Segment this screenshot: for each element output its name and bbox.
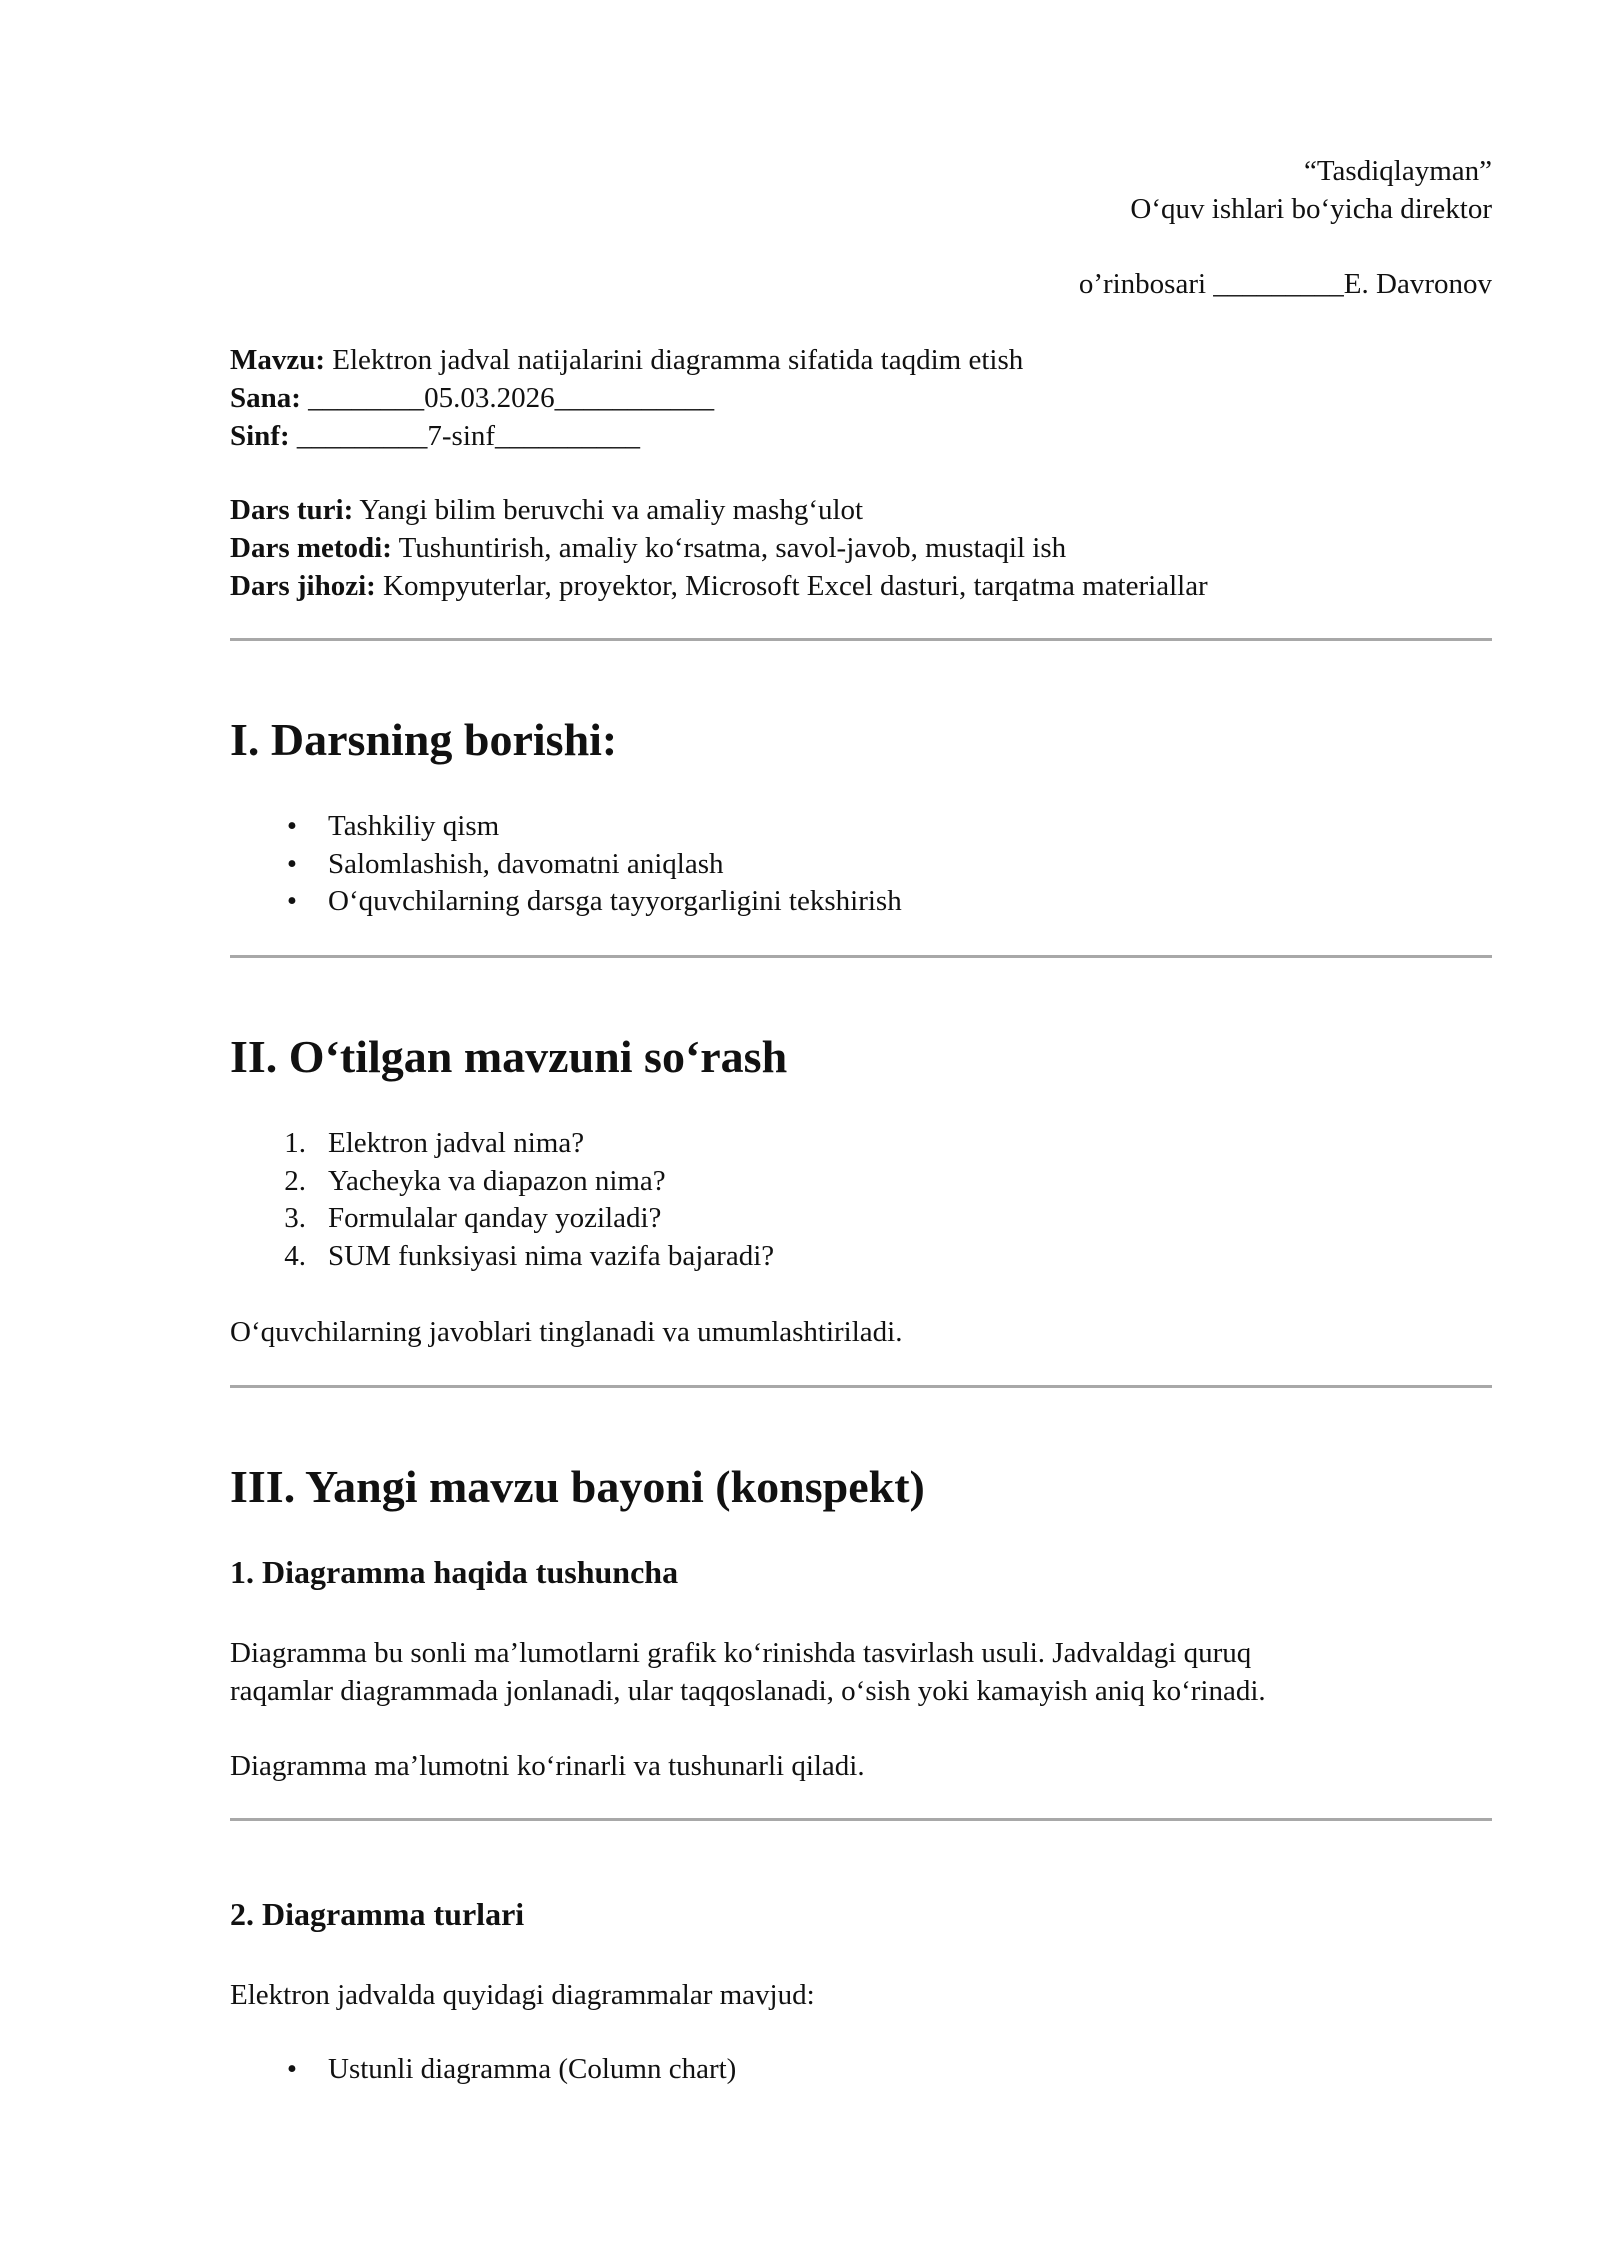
subsection-2-intro: Elektron jadvalda quyidagi diagrammalar mavjud: [230, 1979, 815, 2011]
equipment-line [230, 567, 1208, 605]
list-item: • O‘quvchilarning darsga tayyorgarligini tekshirish [230, 883, 902, 921]
section-3-title: III. Yangi mavzu bayoni (konspekt) [230, 1461, 925, 1512]
date-value: ________05.03.2026___________ [300, 382, 715, 414]
number-marker: 2. [284, 1164, 306, 1197]
topic-value: Elektron jadval natijalarini diagramma sifatida taqdim etish [325, 344, 1024, 376]
approval-block [1079, 152, 1492, 303]
bullet-marker: • [286, 810, 298, 842]
divider [230, 1385, 1492, 1388]
number-marker: 1. [284, 1127, 306, 1159]
list-item: • Ustunli diagramma (Column chart) [230, 2051, 736, 2089]
divider [230, 1818, 1492, 1821]
approval-position: O‘quv ishlari bo‘yicha direktor [1130, 193, 1492, 225]
subsection-1-summary: Diagramma ma’lumotni ko‘rinarli va tushunarli qiladi. [230, 1750, 865, 1782]
subsection-1-title: 1. Diagramma haqida tushuncha [230, 1554, 679, 1590]
approval-title: “Tasdiqlayman” [1303, 155, 1492, 187]
chart-types-list [230, 2051, 736, 2089]
type-line [230, 491, 1208, 529]
list-item: 3. Formulalar qanday yoziladi? [230, 1200, 774, 1238]
bullet-marker: • [286, 2053, 298, 2085]
topic-label: Mavzu: [230, 344, 326, 376]
equipment-label: Dars jihozi: [230, 570, 376, 602]
section-2-list [230, 1125, 774, 1275]
method-value: Tushuntirish, amaliy ko‘rsatma, savol-javob, mustaqil ish [391, 532, 1067, 564]
section-1-title: I. Darsning borishi: [230, 714, 618, 765]
subsection-2-title: 2. Diagramma turlari [230, 1896, 525, 1932]
type-label: Dars turi: [230, 494, 354, 526]
lesson-details [230, 491, 1208, 605]
approval-signature: o’rinbosari _________E. Davronov [1078, 268, 1492, 300]
section-2-title: II. O‘tilgan mavzuni so‘rash [230, 1031, 788, 1082]
class-line [230, 417, 1023, 455]
divider [230, 638, 1492, 641]
section-1-list [230, 808, 902, 921]
list-item: • Tashkiliy qism [230, 808, 902, 846]
section-2-note: O‘quvchilarning javoblari tinglanadi va umumlashtiriladi. [230, 1316, 903, 1348]
bullet-marker: • [286, 885, 298, 917]
class-label: Sinf: [230, 420, 290, 452]
list-item: • Salomlashish, davomatni aniqlash [230, 846, 902, 884]
lesson-meta [230, 341, 1023, 455]
list-item: 4. SUM funksiyasi nima vazifa bajaradi? [230, 1238, 774, 1276]
method-label: Dars metodi: [230, 532, 392, 564]
date-label: Sana: [230, 382, 301, 414]
list-item: 2. Yacheyka va diapazon nima? [230, 1163, 774, 1201]
class-value: _________7-sinf__________ [289, 420, 641, 452]
type-value: Yangi bilim beruvchi va amaliy mashg‘ulot [353, 494, 864, 526]
topic-line [230, 341, 1023, 379]
divider [230, 955, 1492, 958]
number-marker: 4. [284, 1239, 306, 1272]
method-line [230, 529, 1208, 567]
date-line [230, 379, 1023, 417]
subsection-1-paragraph: Diagramma bu sonli ma’lumotlarni grafik ko‘rinishda tasvirlash usuli. Jadvaldagi quruq raqamlar diagrammada jonlanadi, ular taqqoslanadi, o‘sish yoki kamayish aniq ko‘rinadi. [230, 1637, 1266, 1707]
list-item: 1. Elektron jadval nima? [230, 1125, 774, 1163]
bullet-marker: • [286, 847, 298, 880]
equipment-value: Kompyuterlar, proyektor, Microsoft Excel dasturi, tarqatma materiallar [375, 570, 1208, 602]
number-marker: 3. [284, 1202, 306, 1234]
